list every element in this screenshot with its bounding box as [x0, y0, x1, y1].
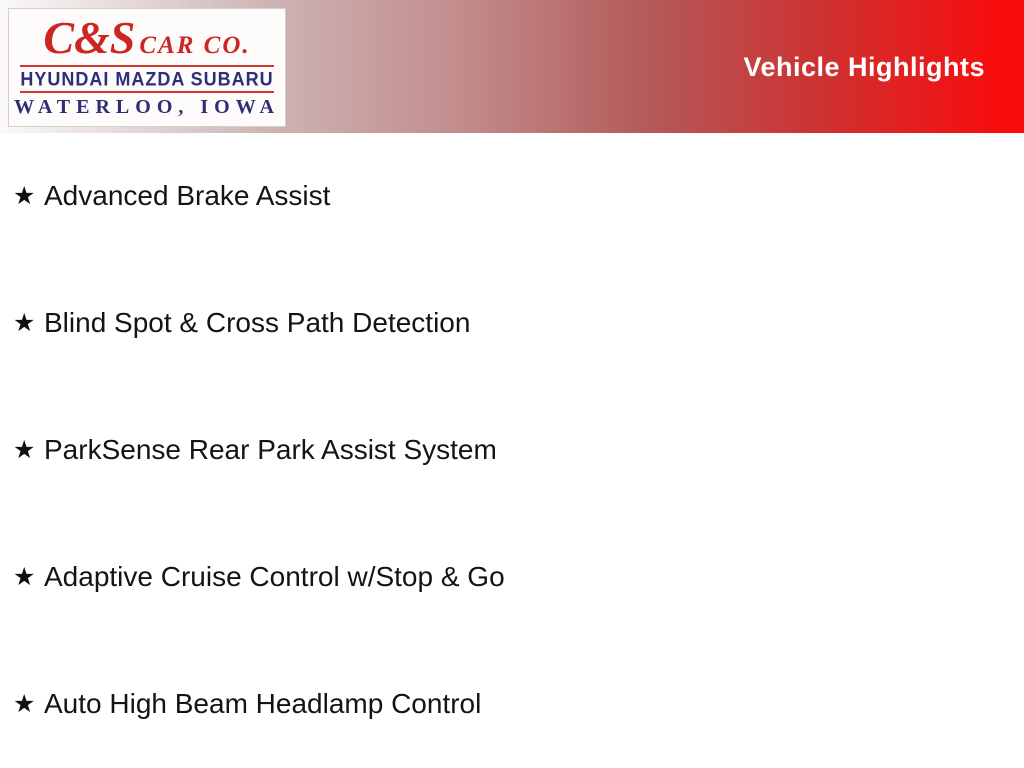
star-bullet-icon: ★ [13, 435, 36, 464]
highlight-label: Blind Spot & Cross Path Detection [44, 306, 471, 338]
highlight-label: Adaptive Cruise Control w/Stop & Go [44, 560, 505, 592]
star-bullet-icon: ★ [13, 689, 36, 718]
logo-divider-bottom [20, 91, 274, 93]
list-item [13, 306, 1024, 340]
star-bullet-icon: ★ [13, 562, 36, 591]
star-bullet-icon: ★ [13, 181, 36, 210]
list-item [13, 433, 1024, 467]
list-item [13, 179, 1024, 213]
list-item [13, 560, 1024, 594]
dealer-logo [8, 8, 286, 127]
star-bullet-icon: ★ [13, 308, 36, 337]
highlight-label: Advanced Brake Assist [44, 179, 331, 211]
header-band [0, 0, 1024, 133]
logo-divider-top [20, 65, 274, 67]
highlight-label: ParkSense Rear Park Assist System [44, 433, 497, 465]
logo-brands-text: HYUNDAI MAZDA SUBARU [20, 68, 274, 90]
logo-company-suffix-text: CAR CO. [139, 32, 251, 59]
logo-location-text: WATERLOO, IOWA [14, 96, 280, 118]
highlights-list [0, 133, 1024, 721]
list-item [13, 687, 1024, 721]
page-title: Vehicle Highlights [743, 52, 985, 82]
logo-company-text: C&S [43, 12, 136, 63]
logo-company-name [43, 12, 251, 63]
highlight-label: Auto High Beam Headlamp Control [44, 687, 482, 719]
